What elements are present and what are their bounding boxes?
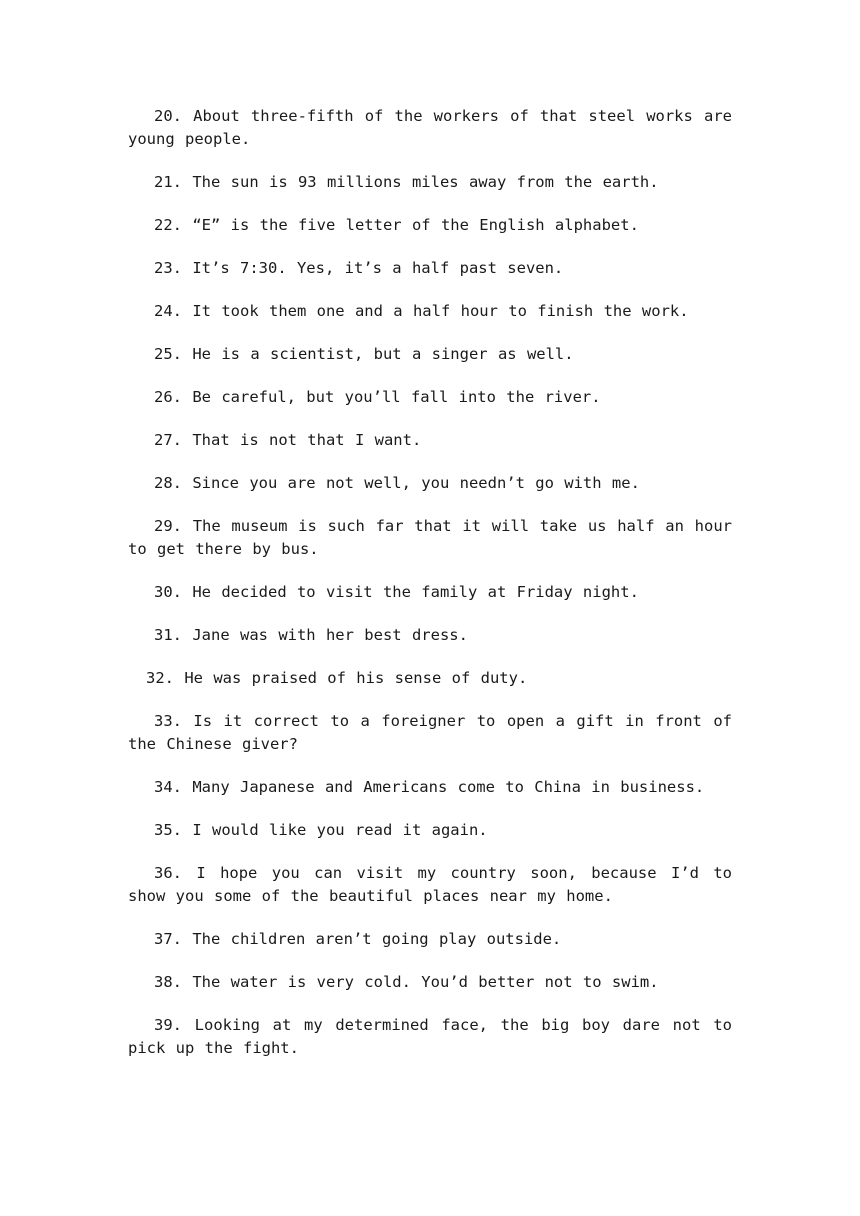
- sentence-item-23: 23. It’s 7:30. Yes, it’s a half past seven.: [154, 259, 564, 277]
- sentence-item-30: 30. He decided to visit the family at Friday night.: [154, 583, 639, 601]
- sentence-item-32: 32. He was praised of his sense of duty.: [146, 669, 528, 687]
- sentence-item-20: 20. About three-fifth of the workers of that steel works are young people.: [128, 107, 732, 148]
- sentence-item-37: 37. The children aren’t going play outside.: [154, 930, 562, 948]
- sentence-item-24: 24. It took them one and a half hour to finish the work.: [154, 302, 689, 320]
- sentence-item-22: 22. “E” is the five letter of the English alphabet.: [154, 216, 639, 234]
- sentence-item-26: 26. Be careful, but you’ll fall into the river.: [154, 388, 601, 406]
- sentence-item-38: 38. The water is very cold. You’d better not to swim.: [154, 973, 659, 991]
- sentence-item-33: 33. Is it correct to a foreigner to open a gift in front of the Chinese giver?: [128, 712, 732, 753]
- sentence-item-39: 39. Looking at my determined face, the big boy dare not to pick up the fight.: [128, 1016, 732, 1057]
- sentence-item-31: 31. Jane was with her best dress.: [154, 626, 468, 644]
- sentence-item-34: 34. Many Japanese and Americans come to China in business.: [154, 778, 705, 796]
- sentence-item-36: 36. I hope you can visit my country soon, because I’d to show you some of the beautiful places near my home.: [128, 864, 732, 905]
- sentence-item-35: 35. I would like you read it again.: [154, 821, 488, 839]
- sentence-item-28: 28. Since you are not well, you needn’t go with me.: [154, 474, 640, 492]
- sentence-item-25: 25. He is a scientist, but a singer as well.: [154, 345, 574, 363]
- sentence-item-29: 29. The museum is such far that it will take us half an hour to get there by bus.: [128, 517, 732, 558]
- document-page: [128, 105, 732, 1080]
- sentence-item-21: 21. The sun is 93 millions miles away from the earth.: [154, 173, 659, 191]
- sentence-item-27: 27. That is not that I want.: [154, 431, 422, 449]
